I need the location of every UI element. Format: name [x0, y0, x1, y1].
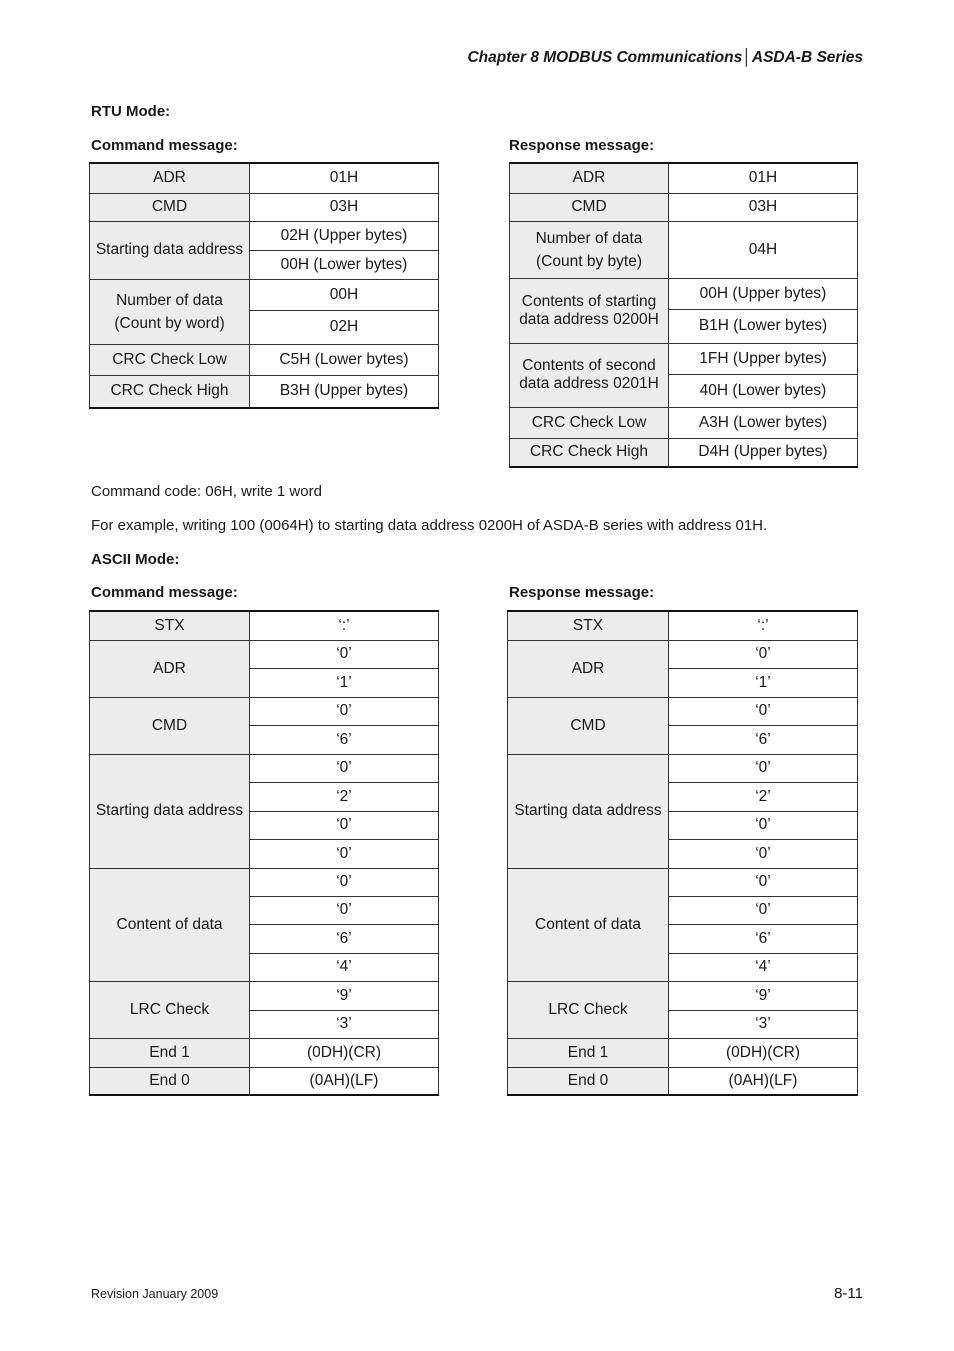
table-cell: ‘0’: [669, 697, 858, 725]
table-cell: ‘0’: [250, 839, 439, 868]
table-cell: 04H: [669, 221, 858, 278]
table-cell: ‘3’: [669, 1010, 858, 1038]
table-row: [90, 1067, 439, 1095]
table-row: [510, 278, 858, 309]
table-cell: ‘6’: [250, 725, 439, 754]
table-cell: ‘0’: [669, 811, 858, 839]
table-row: [90, 611, 439, 640]
table-cell: (0DH)(CR): [250, 1038, 439, 1067]
table-cell: ‘0’: [250, 896, 439, 924]
table-row: [90, 375, 439, 408]
rtu-mode-heading: RTU Mode:: [91, 103, 171, 120]
table-cell: ADR: [508, 640, 669, 697]
table-row: [508, 754, 858, 782]
table-cell: ADR: [510, 163, 669, 193]
table-row: [90, 1038, 439, 1067]
count-by-word-label: (Count by word): [114, 314, 225, 332]
table-row: [510, 343, 858, 374]
command-code-text: Command code: 06H, write 1 word: [91, 483, 322, 500]
table-row: [90, 221, 439, 250]
table-row: [508, 1067, 858, 1095]
table-cell: Starting data address: [508, 754, 669, 868]
table-row: [508, 697, 858, 725]
table-cell: ‘6’: [250, 924, 439, 953]
rtu-command-label: Command message:: [91, 137, 238, 154]
table-cell: ‘:’: [669, 611, 858, 640]
table-cell: Content of data: [90, 868, 250, 981]
table-cell: End 0: [508, 1067, 669, 1095]
table-cell: ‘4’: [669, 953, 858, 981]
table-cell: A3H (Lower bytes): [669, 407, 858, 438]
table-cell: 01H: [250, 163, 439, 193]
table-row: [508, 640, 858, 668]
table-cell: 00H (Upper bytes): [669, 278, 858, 309]
table-cell: End 0: [90, 1067, 250, 1095]
table-row: [510, 163, 858, 193]
rtu-response-table: [509, 162, 858, 468]
table-cell: STX: [90, 611, 250, 640]
table-cell: 02H (Upper bytes): [250, 221, 439, 250]
table-cell: (0AH)(LF): [669, 1067, 858, 1095]
table-row: [508, 1038, 858, 1067]
table-cell: ‘0’: [669, 839, 858, 868]
table-cell: ‘6’: [669, 725, 858, 754]
table-cell: ‘9’: [250, 981, 439, 1010]
table-cell: End 1: [508, 1038, 669, 1067]
table-cell: ‘0’: [250, 868, 439, 896]
table-cell: 00H (Lower bytes): [250, 250, 439, 279]
table-row: [508, 868, 858, 896]
table-cell: [90, 279, 250, 344]
table-cell: ‘0’: [250, 697, 439, 725]
table-cell: Starting data address: [90, 221, 250, 279]
table-cell: ‘0’: [669, 640, 858, 668]
table-row: [510, 221, 858, 278]
table-cell: CRC Check Low: [510, 407, 669, 438]
table-cell: ‘2’: [250, 782, 439, 811]
table-cell: 02H: [250, 310, 439, 344]
table-cell: ‘9’: [669, 981, 858, 1010]
table-cell: ‘2’: [669, 782, 858, 811]
table-cell: CMD: [508, 697, 669, 754]
table-cell: (0DH)(CR): [669, 1038, 858, 1067]
table-cell: ‘1’: [669, 668, 858, 697]
table-row: [90, 344, 439, 375]
table-cell: (0AH)(LF): [250, 1067, 439, 1095]
table-cell: ‘1’: [250, 668, 439, 697]
table-cell: ‘:’: [250, 611, 439, 640]
table-row: [90, 754, 439, 782]
page-header: Chapter 8 MODBUS Communications│ASDA-B Series: [467, 49, 863, 66]
table-cell: 03H: [250, 193, 439, 221]
table-row: [90, 697, 439, 725]
table-cell: 01H: [669, 163, 858, 193]
table-cell: Contents of starting data address 0200H: [510, 278, 669, 343]
page-number: 8-11: [834, 1285, 863, 1302]
table-cell: CRC Check High: [90, 375, 250, 408]
number-of-data-label: Number of data: [535, 229, 643, 247]
ascii-response-table: [507, 610, 858, 1096]
ascii-command-table: [89, 610, 439, 1096]
table-row: [90, 868, 439, 896]
table-cell: ‘0’: [669, 896, 858, 924]
table-cell: ADR: [90, 163, 250, 193]
table-cell: ‘0’: [250, 811, 439, 839]
table-cell: 00H: [250, 279, 439, 310]
number-of-data-label: Number of data: [116, 291, 223, 309]
table-cell: ADR: [90, 640, 250, 697]
table-cell: D4H (Upper bytes): [669, 438, 858, 467]
table-cell: 40H (Lower bytes): [669, 374, 858, 407]
rtu-response-label: Response message:: [509, 137, 655, 154]
table-cell: CMD: [510, 193, 669, 221]
table-cell: Content of data: [508, 868, 669, 981]
table-cell: STX: [508, 611, 669, 640]
rtu-command-table: [89, 162, 439, 409]
ascii-response-label: Response message:: [509, 584, 655, 601]
table-cell: ‘4’: [250, 953, 439, 981]
table-row: [90, 279, 439, 310]
table-cell: 03H: [669, 193, 858, 221]
footer-revision: Revision January 2009: [91, 1287, 219, 1301]
table-cell: ‘0’: [250, 640, 439, 668]
example-text: For example, writing 100 (0064H) to starting data address 0200H of ASDA-B series with address 01H.: [91, 517, 768, 534]
table-cell: [510, 221, 669, 278]
table-row: [510, 193, 858, 221]
table-row: [510, 438, 858, 467]
table-cell: B1H (Lower bytes): [669, 309, 858, 343]
table-cell: ‘6’: [669, 924, 858, 953]
table-cell: CMD: [90, 697, 250, 754]
ascii-mode-heading: ASCII Mode:: [91, 551, 180, 568]
table-cell: C5H (Lower bytes): [250, 344, 439, 375]
table-cell: 1FH (Upper bytes): [669, 343, 858, 374]
table-row: [90, 193, 439, 221]
table-cell: LRC Check: [90, 981, 250, 1038]
table-row: [90, 640, 439, 668]
table-row: [90, 163, 439, 193]
table-cell: ‘0’: [250, 754, 439, 782]
table-cell: ‘0’: [669, 868, 858, 896]
count-by-byte-label: (Count by byte): [536, 252, 642, 270]
table-cell: LRC Check: [508, 981, 669, 1038]
table-row: [508, 611, 858, 640]
table-cell: B3H (Upper bytes): [250, 375, 439, 408]
table-cell: ‘0’: [669, 754, 858, 782]
table-row: [510, 407, 858, 438]
ascii-command-label: Command message:: [91, 584, 238, 601]
table-cell: End 1: [90, 1038, 250, 1067]
table-cell: Starting data address: [90, 754, 250, 868]
table-row: [90, 981, 439, 1010]
table-cell: CRC Check Low: [90, 344, 250, 375]
table-row: [508, 981, 858, 1010]
table-cell: CRC Check High: [510, 438, 669, 467]
table-cell: CMD: [90, 193, 250, 221]
table-cell: ‘3’: [250, 1010, 439, 1038]
table-cell: Contents of second data address 0201H: [510, 343, 669, 407]
